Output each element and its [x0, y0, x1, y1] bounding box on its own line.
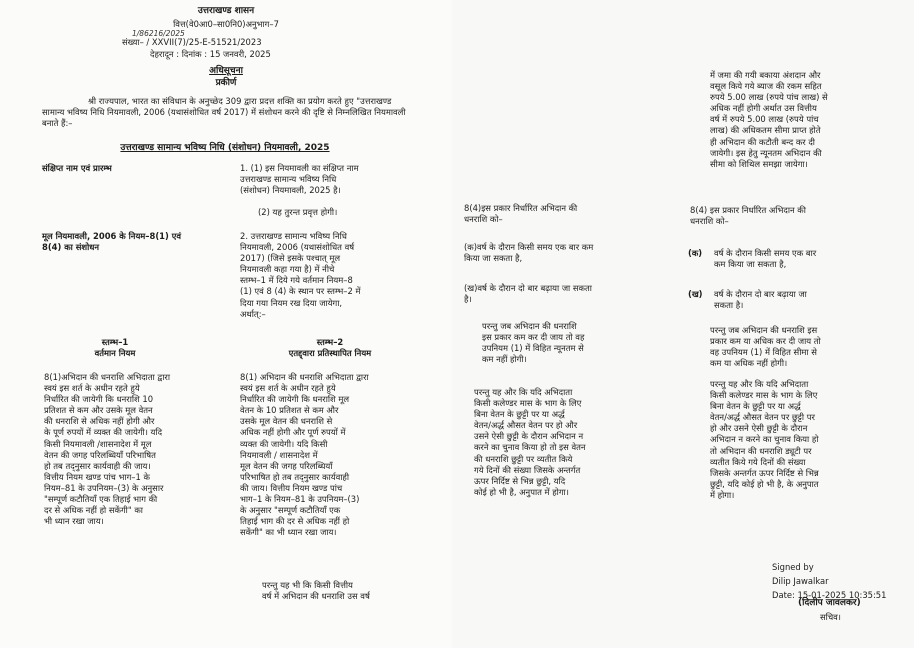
substituted-rule-8-4-ka: वर्ष के दौरान किसी समय एक बार कम किया जा सकता है,	[714, 248, 817, 270]
substituted-rule-8-4-kha-label: (ख)	[688, 289, 703, 299]
section-2-text: 2. उत्तराखण्ड सामान्य भविष्य निधि नियमावली, 2006 (यथासंशोधित वर्ष 2017) (जिसे इसके पश्चात् मूल नियमावली कहा गया है) में नीचे स्तम्भ–1 में दिये गये वर्तमान नियम–8 (1) एवं 8 (4) के स्थान पर स्तम्भ–2 में दिया गया नियम रख दिया जायेगा, अर्थात्:–	[240, 231, 361, 319]
substituted-rule-proviso: परन्तु यह भी कि किसी वित्तीय वर्ष में अभिदान की धनराशि उस वर्ष	[262, 580, 370, 602]
substituted-rule-8-4: 8(4) इस प्रकार निर्धारित अभिदान की धनराशि को–	[690, 205, 806, 227]
current-rule-proviso-1: परन्तु जब अभिदान की धनराशि इस प्रकार कम कर दी जाय तो वह उपनियम (1) में विहित न्यूनतम से कम नहीं होगी।	[482, 321, 585, 365]
current-rule-8-4-kha: (ख)वर्ष के दौरान दो बार बढ़ाया जा सकता है।	[464, 283, 592, 305]
section-2-heading: मूल नियमावली, 2006 के नियम–8(1) एवं 8(4) का संशोधन	[42, 231, 182, 253]
current-rule-proviso-2: परन्तु यह और कि यदि अभिदाता किसी कलेण्डर मास के भाग के लिए बिना वेतन के छुट्टी पर या अर्द्ध वेतन/अर्द्ध औसत वेतन पर हो और उसने ऐसी छुट्टी के दौरान अभिदान न करने का चुनाव किया हो तो इस वेतन की धनराशि छुट्टी पर व्यतीत किये गये दिनों की संख्या जिसके अन्तर्गत ऊपर निर्दिष्ट से भिन्न छुट्टी, यदि कोई हो भी है, अनुपात में होगा।	[474, 387, 586, 497]
document-page-2	[452, 0, 914, 648]
section-1-text: 1. (1) इस नियमावली का संक्षिप्त नाम उत्तराखण्ड सामान्य भविष्य निधि (संशोधन) नियमावली, 2025 है।	[240, 163, 359, 196]
government-name: उत्तराखण्ड शासन	[197, 6, 255, 16]
substituted-rule-8-1: 8(1) अभिदान की धनराशि अभिदाता द्वारा स्वयं इस शर्त के अधीन रहते हुये निर्धारित की जायेगी कि धनराशि मूल वेतन के 10 प्रतिशत से कम और उसके मूल वेतन की धनराशि से अधिक नहीं होगी और पूर्ण रुपयों में व्यक्त की जायेगी। यदि किसी नियमावली / शासनादेश में मूल वेतन की जगह परिलब्धियाँ परिभाषित हो तब तद्नुसार कार्यवाही की जाय। वित्तीय नियम खण्ड पांच भाग–1 के नियम–81 के उपनियम–(3) के अनुसार "सम्पूर्ण कटौतियाँ एक तिहाई भाग की दर से अधिक नहीं हो सकेंगी" का भी ध्यान रखा जाय।	[240, 372, 369, 538]
signatory-designation: सचिव।	[820, 612, 841, 622]
section-1-clause-2: (2) यह तुरन्त प्रवृत्त होगी।	[258, 207, 338, 217]
current-rule-8-4: 8(4)इस प्रकार निर्धारित अभिदान की धनराशि को–	[464, 203, 578, 225]
section-1-heading: संक्षिप्त नाम एवं प्रारम्भ	[42, 163, 112, 173]
signer-name: Dilip Jawalkar	[772, 576, 829, 586]
current-rule-8-4-ka: (क)वर्ष के दौरान किसी समय एक बार कम किया जा सकता है,	[464, 242, 594, 264]
substituted-rule-proviso-2: परन्तु यह और कि यदि अभिदाता किसी कलेण्डर मास के भाग के लिए बिना वेतन के छुट्टी पर या अर्द्ध वेतन/अर्द्ध औसत वेतन पर छुट्टी पर हो और उसने ऐसी छुट्टी के दौरान अभिदान न करने का चुनाव किया हो तो अभिदान की धनराशि ड्यूटी पर व्यतीत किये गये दिनों की संख्या जिसके अन्तर्गत ऊपर निर्दिष्ट से भिन्न छुट्टी, यदि कोई हो भी है, के अनुपात में होगा।	[710, 379, 819, 500]
handwritten-number: 1/86216/2025	[132, 29, 185, 38]
signature-date: Date: 15-01-2025 10:35:51	[772, 590, 887, 600]
letter-number: संख्या– / XXVII(7)/25-E-51521/2023	[122, 37, 262, 47]
letter-date: देहरादून : दिनांक : 15 जनवरी, 2025	[150, 49, 271, 59]
column-2-subtitle: एतद्द्वारा प्रतिस्थापित नियम	[288, 348, 372, 358]
column-2-title: स्तम्भ–2	[316, 337, 344, 347]
column-1-subtitle: वर्तमान नियम	[94, 348, 136, 358]
preamble-paragraph: श्री राज्यपाल, भारत का संविधान के अनुच्छेद 309 द्वारा प्रदत्त शक्ति का प्रयोग करते हुए "उत्तराखण्ड सामान्य भविष्य निधि नियमावली, 2006 (यथासंशोधित वर्ष 2017) में संशोधन करने की दृष्टि से निम्नलिखित नियमावली बनाते हैं:–	[42, 96, 406, 129]
signed-by-label: Signed by	[772, 562, 814, 572]
notification-title: अधिसूचना	[209, 66, 243, 76]
rules-title: उत्तराखण्ड सामान्य भविष्य निधि (संशोधन) नियमावली, 2025	[120, 143, 330, 153]
notification-subtitle: प्रकीर्ण	[215, 78, 237, 88]
column-1-title: स्तम्भ–1	[101, 337, 129, 347]
substituted-rule-8-4-ka-label: (क)	[688, 248, 703, 258]
document-page-1	[0, 0, 452, 648]
current-rule-8-1: 8(1)अभिदान की धनराशि अभिदाता द्वारा स्वयं इस शर्त के अधीन रहते हुये निर्धारित की जायेगी कि धनराशि 10 प्रतिशत से कम और उसके मूल वेतन की धनराशि से अधिक नहीं होगी और के पूर्ण रुपयों में व्यक्त की जायेगी। यदि किसी नियमावली /शासनादेश में मूल वेतन की जगह परिलब्धियाँ परिभाषित हो तब तद्नुसार कार्यवाही की जाय। वित्तीय नियम खण्ड पांच भाग–1 के नियम–81 के उपनियम–(3) के अनुसार "सम्पूर्ण कटौतियाँ एक तिहाई भाग की दर से अधिक नहीं हो सकेंगी" का भी ध्यान रखा जाय।	[44, 372, 171, 527]
substituted-rule-8-4-kha: वर्ष के दौरान दो बार बढ़ाया जा सकता है।	[714, 289, 807, 311]
substituted-rule-proviso-1: परन्तु जब अभिदान की धनराशि इस प्रकार कम या अधिक कर दी जाय तो वह उपनियम (1) में विहित सीमा से कम या अधिक नहीं होगी।	[710, 325, 821, 369]
substituted-rule-continuation: में जमा की गयी बकाया अंशदान और वसूल किये गये ब्याज की रकम सहित रुपये 5.00 लाख (रुपये पांच लाख) से अधिक नहीं होगी अर्थात उस वित्तीय वर्ष में रुपये 5.00 लाख (रुपये पांच लाख) की अधिकतम सीमा प्राप्त होते ही अभिदान की कटौती बन्द कर दी जायेगी। इस हेतु न्यूनतम अभिदान की सीमा को शिथिल समझा जायेगा।	[710, 70, 828, 169]
signatory-hindi-name: (दिलीप जावलकर)	[798, 598, 861, 608]
department-name: वित्त(वे0आ0–सा0नि0)अनुभाग–7	[173, 19, 279, 29]
